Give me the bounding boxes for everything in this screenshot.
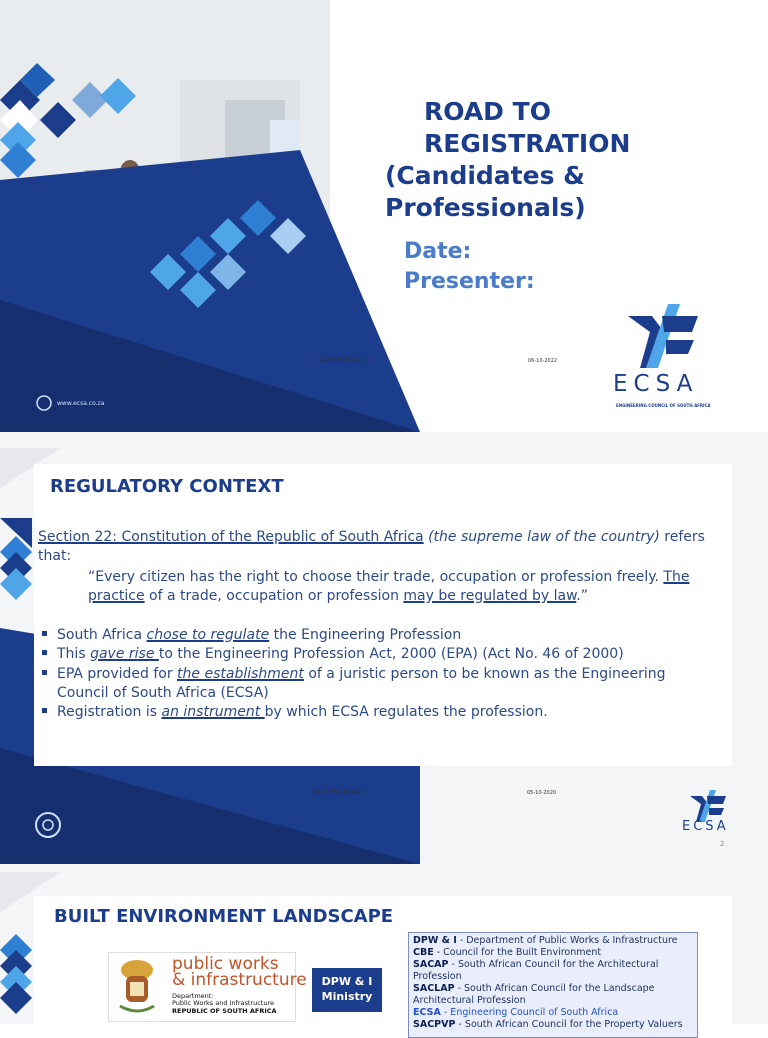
title-line-2: REGISTRATION <box>424 129 631 158</box>
ministry-line-2: Ministry <box>321 990 373 1003</box>
regulatory-context-slide <box>0 448 768 864</box>
bullet-icon <box>42 708 47 713</box>
page-number: 2 <box>720 840 725 848</box>
ecsa-logo-text: ECSA <box>613 371 699 397</box>
doc-date: 06-10-2022 <box>528 358 558 364</box>
ministry-box <box>312 968 382 1012</box>
built-environment-slide <box>0 872 768 1030</box>
coat-of-arms-icon <box>114 956 160 1016</box>
quote-part-1: “Every citizen has the right to choose their trade, occupation or profession freely. <box>88 569 664 585</box>
bullet-text: the Engineering Profession <box>269 627 462 643</box>
date-label: Date: <box>404 239 472 264</box>
bullet-icon <box>42 670 47 675</box>
slide-gap <box>0 864 768 872</box>
subtitle-line-1: (Candidates & <box>385 161 585 190</box>
bullet-emphasis: the establishment <box>177 666 304 682</box>
bullet-emphasis: chose to regulate <box>146 627 270 643</box>
bullet-text: to the Engineering Profession Act, 2000 (EPA) (Act No. 46 of 2000) <box>158 646 624 662</box>
pw-department-label: Department: <box>172 992 214 1000</box>
legend-item: SACAP - South African Council for the Architectural Profession <box>413 959 659 982</box>
ecsa-logo-mark <box>628 304 698 370</box>
doc-date: 05-10-2020 <box>527 790 557 796</box>
bullet-text: This <box>57 646 91 662</box>
ministry-line-1: DPW & I <box>321 975 373 988</box>
slide-heading: REGULATORY CONTEXT <box>50 476 284 497</box>
ecsa-logo-subtext: ENGINEERING COUNCIL OF SOUTH AFRICA <box>616 403 711 408</box>
website-link[interactable]: www.ecsa.co.za <box>57 400 105 407</box>
ecsa-logo-mark <box>690 790 726 822</box>
doc-code: SRM_TEM_009 Rev 0 <box>314 790 366 796</box>
slide-heading: BUILT ENVIRONMENT LANDSCAPE <box>54 906 394 927</box>
list-item <box>42 626 717 645</box>
bullet-text: of a juristic person to be known as the Engineering Council of South Africa (ECSA) <box>57 666 666 701</box>
legend-item: DPW & I - Department of Public Works & Infrastructure <box>413 935 678 946</box>
title-slide <box>0 0 768 432</box>
bullet-emphasis: gave rise <box>90 646 159 662</box>
presenter-label: Presenter: <box>404 269 535 294</box>
quote-underline-2: may be regulated by law <box>403 588 577 604</box>
bullet-text: EPA provided for <box>57 666 178 682</box>
quote-end: .” <box>576 588 588 604</box>
bullet-text: South Africa <box>57 627 147 643</box>
bullet-icon <box>42 650 47 655</box>
legend-item: SACPVP - South African Council for the Property Valuers <box>413 1019 683 1030</box>
pw-line-2: & infrastructure <box>172 970 307 990</box>
bullet-emphasis: an instrument <box>161 704 265 720</box>
section-parenthetical: (the supreme law of the country) <box>428 529 660 545</box>
list-item <box>42 665 697 703</box>
bullet-icon <box>42 631 47 636</box>
doc-code: SRM_TEM_009 Rev 1 <box>318 358 370 364</box>
legend-item: CBE - Council for the Built Environment <box>413 947 602 958</box>
slide-gap <box>0 432 768 448</box>
legend-item: SACLAP - South African Council for the Landscape Architectural Profession <box>413 983 655 1006</box>
list-item <box>42 703 717 722</box>
pw-department-name: Public Works and Infrastructure <box>172 999 274 1007</box>
subtitle-line-2: Professionals) <box>385 193 586 222</box>
quote-part-2: of a trade, occupation or profession <box>144 588 404 604</box>
abbreviation-legend <box>408 932 698 1038</box>
legend-item: ECSA - Engineering Council of South Africa <box>413 1007 619 1018</box>
title-line-1: ROAD TO <box>424 97 551 126</box>
section-tail: refers that: <box>38 529 705 564</box>
ecsa-logo-text: ECSA <box>682 819 729 834</box>
pw-country: REPUBLIC OF SOUTH AFRICA <box>172 1007 277 1015</box>
list-item <box>42 645 717 664</box>
bullet-text: Registration is <box>57 704 162 720</box>
quote-paragraph <box>88 568 698 606</box>
quote-underline-1: The practice <box>88 569 690 604</box>
section-reference: Section 22: Constitution of the Republic of South Africa <box>38 529 424 545</box>
bullet-text: by which ECSA regulates the profession. <box>264 704 548 720</box>
pw-line-1: public works <box>172 954 279 974</box>
section-paragraph <box>38 528 718 566</box>
